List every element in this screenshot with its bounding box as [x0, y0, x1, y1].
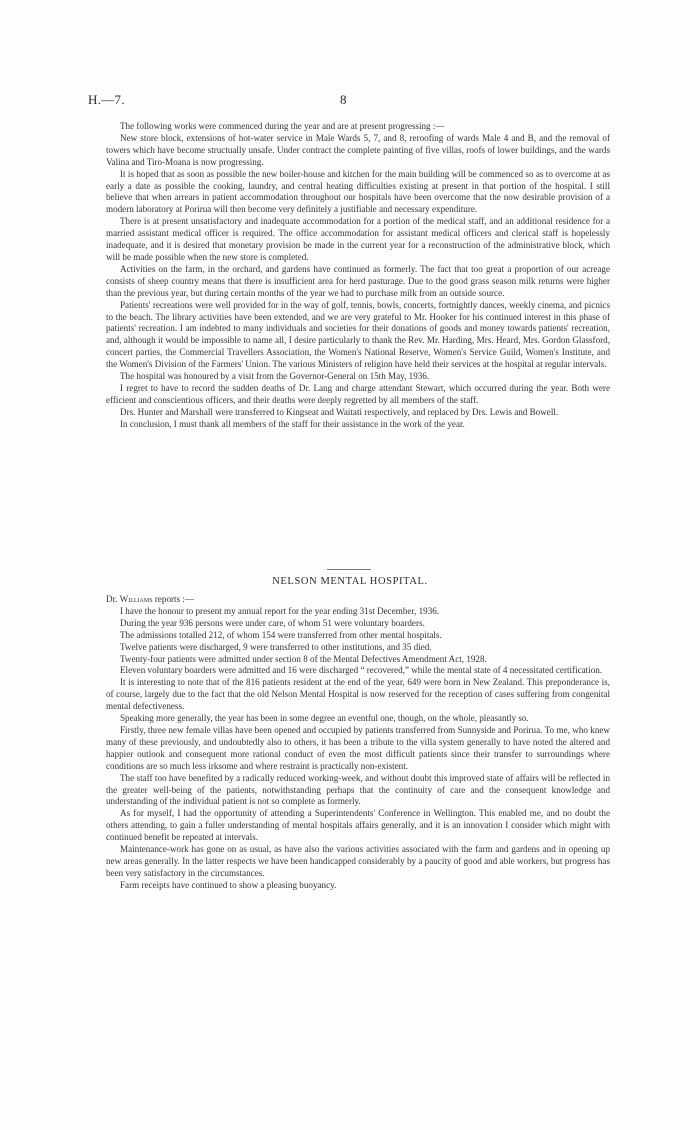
- body-paragraph: Maintenance-work has gone on as usual, as have also the various activities associated with the farm and gardens and in opening up new areas generally. In the latter respects we have been handicapped considerably by a paucity of good and able workers, but progress has been very satisfactory in the circumstances.: [106, 844, 610, 878]
- porirua-report-continuation: [106, 121, 610, 431]
- body-paragraph: There is at present unsatisfactory and inadequate accommodation for a portion of the medical staff, and an additional residence for a married assistant medical officer is required. The office accommodation for assistant medical officers and clerical staff is hopelessly inadequate, and it is desired that monetary provision be made in the current year for a reconstruction of the administrative block, which will be made possible when the new store is completed.: [106, 216, 610, 262]
- body-paragraph: It is hoped that as soon as possible the new boiler-house and kitchen for the main building will be commenced so as to overcome at as early a date as possible the cooking, laundry, and central heating difficulties existing at present in that portion of the hospital. I still believe that when arrears in patient accommodation throughout our hospitals have been overcome that the now desirable provision of a modern laboratory at Porirua will then become very definitely a justifiable and necessary expenditure.: [106, 168, 610, 215]
- body-paragraph: Drs. Hunter and Marshall were transferred to Kingseat and Waitati respectively, and replaced by Drs. Lewis and Bowell.: [120, 406, 559, 417]
- reporter-prefix: Dr.: [106, 594, 120, 604]
- body-paragraph: As for myself, I had the opportunity of attending a Superintendents' Conference in Wellington. This enabled me, and no doubt the others attending, to gain a fuller understanding of mental hospitals affairs generally, and it is an innovation I consider which might with continued benefit be repeated at intervals.: [106, 808, 610, 843]
- body-paragraph: It is interesting to note that of the 816 patients resident at the end of the year, 649 were born in New Zealand. This preponderance is, of course, largely due to the fact that the old Nelson Mental Hospital is now reserved for the reception of cases suffering from congenital mental defectiveness.: [106, 677, 610, 712]
- body-paragraph: In conclusion, I must thank all members of the staff for their assistance in the work of the year.: [120, 418, 465, 429]
- body-paragraph: I regret to have to record the sudden deaths of Dr. Lang and charge attendant Stewart, which occurred during the year. Both were efficient and conscientious officers, and their deaths were deeply regretted by all members of the staff.: [106, 382, 610, 405]
- body-paragraph: I have the honour to present my annual report for the year ending 31st December, 1936.: [120, 605, 440, 616]
- body-paragraph: Eleven voluntary boarders were admitted and 16 were discharged “ recovered,” while the mental state of 4 necessitated certification.: [120, 665, 603, 676]
- reporter-line: [106, 594, 610, 606]
- body-paragraph: The hospital was honoured by a visit from the Governor-General on 15th May, 1936.: [120, 371, 430, 382]
- body-paragraph: Twenty-four patients were admitted under section 8 of the Mental Defectives Amendment Act, 1928.: [120, 653, 487, 664]
- body-paragraph: Farm receipts have continued to show a pleasing buoyancy.: [120, 879, 337, 890]
- body-paragraph: Patients' recreations were well provided for in the way of golf, tennis, bowls, concerts, fortnightly dances, weekly cinema, and picnics to the beach. The library activities have been extended, and we are very grateful to Mr. Hooker for his continued interest in this phase of patients' recreation. I am indebted to many individuals and societies for their donations of goods and money towards patients' recreation, and, although it would be impossible to name all, I desire particularly to thank the Rev. Mr. Harding, Mrs. Heard, Mrs. Gordon Glassford, concert parties, the Commercial Travellers Association, the Women's National Reserve, Women's Service Guild, Women's Institute, and the Women's Division of the Farmers' Union. The various Ministers of religion have held their services at the hospital at regular intervals.: [106, 299, 610, 370]
- page-number: 8: [340, 92, 347, 107]
- page-identifier: H.—7.: [88, 92, 125, 107]
- body-paragraph: The admissions totalled 212, of whom 154 were transferred from other mental hospitals.: [120, 629, 442, 640]
- body-paragraph: Activities on the farm, in the orchard, and gardens have continued as formerly. The fact that too great a proportion of our acreage consists of sheep country means that there is insufficient area for herd pasturage. Due to the good grass season milk returns were higher than the previous year, but during certain months of the year we had to purchase milk from an outside source.: [106, 263, 610, 298]
- body-paragraph: New store block, extensions of hot-water service in Male Wards 5, 7, and 8, reroofing of wards Male 4 and B, and the removal of towers which have become structually unsafe. Under contract the complete painting of five villas, roofs of lower buildings, and the wards Valina and Tiro-Moana is now progressing.: [106, 132, 610, 167]
- body-paragraph: The following works were commenced during the year and are at present progressing :—: [120, 121, 445, 131]
- body-paragraph: The staff too have benefited by a radically reduced working-week, and without doubt this improved state of affairs will be reflected in the greater well-being of the patients, notwithstanding perhaps that the continuity of care and the consequent knowledge and understanding of the individual patient is not so complete as formerly.: [106, 772, 610, 807]
- nelson-report: [106, 594, 610, 892]
- body-paragraph: During the year 936 persons were under care, of whom 51 were voluntary boarders.: [120, 617, 425, 628]
- reporter-suffix: reports :—: [152, 594, 194, 604]
- section-divider: [327, 569, 371, 570]
- body-paragraph: Firstly, three new female villas have been opened and occupied by patients transferred from Sunnyside and Porirua. To me, who knew many of these previously, and undoubtedly also to others, it has been a tribute to the villa system generally to have noted the altered and happier outlook and consequent more rational conduct of even the most difficult patients since their transfer to surroundings where conditions are so much less irksome and where restraint is practically non-existent.: [106, 724, 610, 771]
- reporter-name: Williams: [119, 594, 153, 604]
- section-heading: NELSON MENTAL HOSPITAL.: [272, 576, 428, 587]
- body-paragraph: Speaking more generally, the year has been in some degree an eventful one, though, on the whole, pleasantly so.: [120, 713, 529, 724]
- body-paragraph: Twelve patients were discharged, 9 were transferred to other institutions, and 35 died.: [120, 641, 432, 652]
